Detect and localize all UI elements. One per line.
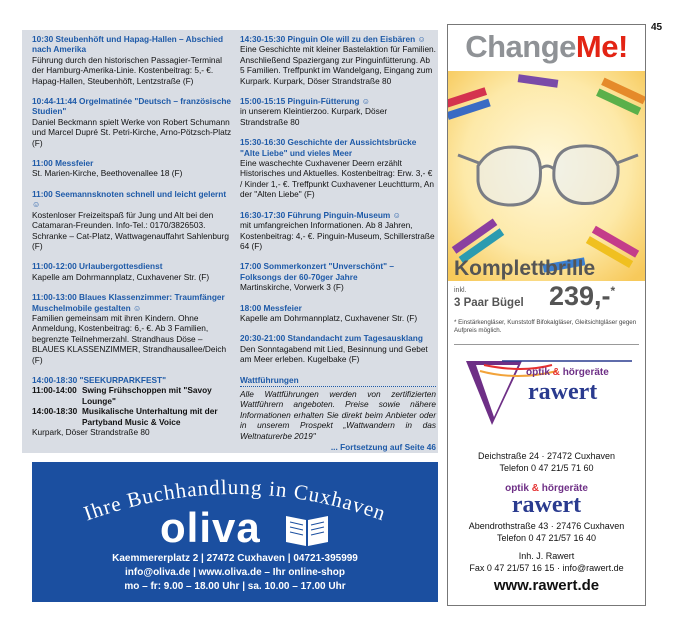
events-right-column — [240, 34, 436, 452]
owner-line: Inh. J. Rawert — [518, 551, 575, 561]
oliva-logo: oliva — [160, 504, 261, 551]
event-body: in unserem Kleintierzoo. Kurpark, Döser Strandstraße 80 — [240, 106, 388, 127]
phone-line: Telefon 0 47 21/5 71 60 — [499, 462, 594, 473]
event-title: 14:00-18:30 "SEEKURPARKFEST" — [32, 374, 167, 385]
address-line: Deichstraße 24 · 27472 Cuxhaven — [477, 451, 616, 461]
event-title: 16:30-17:30 Führung Pinguin-Museum ☺ — [240, 209, 402, 220]
event-body: mit umfangreichen Informationen. Ab 8 Jahren, Kostenbeitrag: 4,- €. Pinguin-Museum, Schillerstraße 64 (F) — [240, 220, 435, 251]
schedule-time: 11:00-14:00 — [32, 385, 77, 396]
address-abendrothstrasse — [448, 521, 645, 544]
event-item — [32, 158, 232, 179]
oliva-bookstore-ad — [32, 462, 438, 602]
event-body: Kapelle am Dohrmannplatz, Cuxhavener Str. (F) — [32, 271, 210, 282]
events-left-column — [32, 34, 232, 447]
event-title: 10:30 Steubenhöft und Hapag-Hallen – Abschied nach Amerika — [32, 34, 224, 55]
event-item — [32, 34, 232, 86]
event-body: Daniel Beckmann spielt Werke von Robert Schumann und Marcel Dupré St. Petri-Kirche, Arno-Pötzsch-Platz (F) — [32, 116, 232, 148]
address-line: Abendrothstraße 43 · 27476 Cuxhaven — [468, 521, 625, 531]
event-item — [32, 261, 232, 282]
fineprint: * Einstärkengläser, Kunststoff Bifokalgläser, Gleitsichtgläser gegen Aufpreis möglich. — [454, 319, 637, 334]
rw-amp: & — [531, 483, 539, 494]
event-item — [240, 34, 436, 86]
event-body: Martinskirche, Vorwerk 3 (F) — [240, 282, 344, 293]
event-body: Den Sonntagabend mit Lied, Besinnung und Gebet am Meer erleben. Kugelbake (F) — [240, 343, 428, 365]
event-title: 15:30-16:30 Geschichte der Aussichtsbrücke "Alte Liebe" und vieles Meer — [240, 137, 417, 158]
rawert-logo-small — [448, 483, 645, 516]
website: www.rawert.de — [493, 577, 600, 594]
schedule-text: Swing Frühschoppen mit "Savoy Lounge" — [82, 385, 212, 406]
rw-optik: optik — [526, 367, 550, 378]
event-item — [240, 96, 436, 127]
fax-line: Fax 0 47 21/57 16 15 · info@rawert.de — [469, 562, 624, 573]
event-title: 11:00-13:00 Blaues Klassenzimmer: Traumfänger Muschelmobile gestalten ☺ — [32, 292, 225, 313]
phone-line: Telefon 0 47 21/57 16 40 — [496, 532, 597, 543]
event-item — [240, 210, 436, 252]
event-item — [240, 137, 436, 199]
event-item — [32, 96, 232, 148]
rw-hoergeraete: hörgeräte — [541, 483, 588, 494]
address-deichstrasse — [448, 451, 645, 474]
rawert-subtitle — [526, 367, 609, 378]
rawert-wordmark: rawert — [511, 492, 582, 518]
event-item — [240, 261, 436, 292]
schedule-time: 14:00-18:30 — [32, 406, 78, 417]
event-body: St. Marien-Kirche, Beethovenallee 18 (F) — [32, 168, 183, 179]
oliva-address-line: Kaemmererplatz 2 | 27472 Cuxhaven | 04721-395999 — [112, 553, 358, 564]
event-title: 11:00-12:00 Urlaubergottesdienst — [32, 261, 163, 272]
event-title: 11:00 Messfeier — [32, 158, 94, 169]
price-value: 239,- — [549, 281, 611, 311]
event-title: 10:44-11:44 Orgelmatinée "Deutsch – französische Studien" — [32, 96, 231, 117]
rw-amp: & — [552, 367, 560, 378]
continued-link: ... Fortsetzung auf Seite 46 — [330, 442, 436, 452]
oliva-hours-line: mo – fr: 9.00 – 18.00 Uhr | sa. 10.00 – 17.00 Uhr — [124, 581, 346, 592]
event-title: 11:00 Seemannsknoten schnell und leicht gelernt ☺ — [32, 188, 227, 210]
divider — [454, 344, 639, 345]
event-title: 20:30-21:00 Standandacht zum Tagesausklang — [240, 333, 423, 344]
note-body: Alle Wattführungen werden von zertifizierten Wattführern angeboten. Preise sowie nähere Informationen erhalten Sie direkt beim Anbieter oder in unserem Prospekt „Wattwandern in das Weltnaturerbe 2019" — [240, 388, 436, 441]
title-change: Change — [465, 29, 576, 64]
rw-optik: optik — [505, 483, 529, 494]
schedule-table — [32, 385, 232, 437]
changeme-title — [448, 29, 645, 65]
note-title: Wattführungen — [240, 375, 436, 387]
price-footnote-mark: * — [610, 284, 616, 298]
event-body: Kapelle am Dohrmannplatz, Cuxhavener Str. (F) — [240, 312, 418, 323]
wattfuehrungen-note — [240, 375, 436, 453]
glasses-illustration — [448, 71, 645, 281]
title-me: Me! — [575, 29, 628, 64]
owner-contact — [448, 551, 645, 574]
rawert-wordmark: rawert — [528, 379, 598, 405]
oliva-contact — [32, 552, 438, 594]
oliva-slogan: Ihre Buchhandlung in Cuxhaven — [80, 474, 390, 526]
event-item — [240, 333, 436, 364]
event-body: Familien gemeinsam mit ihren Kindern. Ohne Anmeldung, Kostenbeitrag: 6,- €. Ab 3 Familien, begrenzte Teilnehmerzahl. Strandhaus Döse – BLAUES KLASSENZIMMER, Strandhausallee/Deich (F) — [32, 312, 227, 365]
product-name: Komplettbrille — [454, 257, 596, 280]
schedule-text: Musikalische Unterhaltung mit der Partyband Music & Voice — [82, 406, 218, 427]
event-body: Führung durch den historischen Passagier-Terminal der Hamburg-Amerika-Linie. Kostenbeitrag: 5,- €. Hapag-Hallen, Steubenhöft, Lentzstraße (F) — [32, 54, 223, 86]
event-item — [240, 303, 436, 324]
event-title: 18:00 Messfeier — [240, 302, 302, 313]
event-title: 17:00 Sommerkonzert "Unverschönt" – Folksongs der 60-70ger Jahre — [240, 261, 395, 282]
event-body: Kostenloser Freizeitspaß für Jung und Alt bei den Catamaran-Freunden. Info-Tel.: 0170/3826503. Schranke – Cat-Platz, Wattwagenauffahrt Sahlenburg (F) — [32, 209, 229, 251]
events-panel — [22, 30, 438, 453]
event-title: 14:30-15:30 Pinguin Ole will zu den Eisbären ☺ — [240, 34, 426, 44]
event-item — [32, 292, 232, 365]
event-title: 15:00-15:15 Pinguin-Fütterung ☺ — [240, 96, 371, 107]
event-location: Kurpark, Döser Strandstraße 80 — [32, 427, 150, 437]
page-number: 45 — [651, 22, 663, 33]
rawert-logo-large — [462, 355, 632, 432]
event-body: Eine waschechte Cuxhavener Deern erzählt Historisches und Aktuelles. Kostenbeitrag: Erw. 3,- € / Kinder 1,- €. Treffpunkt Cuxhavener Leuchtturm, An der "Alten Liebe" (F) — [240, 158, 435, 200]
event-item — [32, 189, 232, 251]
oliva-web-line: info@oliva.de | www.oliva.de – Ihr online-shop — [125, 567, 345, 578]
event-body: Eine Geschichte mit kleiner Bastelaktion für Familien. Anschließend Spaziergang zur Pinguinfütterung. Ab 5 Familien. Treffpunkt im Wandelgang, Eingang zum Kurpark. Kurpark, Döser Strandstraße 80 — [240, 44, 436, 86]
book-icon — [282, 508, 332, 548]
seekurpark-event — [32, 375, 232, 437]
inkl-label: inkl. — [454, 287, 467, 294]
extra-label: 3 Paar Bügel — [454, 297, 524, 309]
price — [549, 281, 615, 312]
rawert-optik-ad — [447, 24, 646, 606]
rw-hoergeraete: hörgeräte — [562, 367, 609, 378]
